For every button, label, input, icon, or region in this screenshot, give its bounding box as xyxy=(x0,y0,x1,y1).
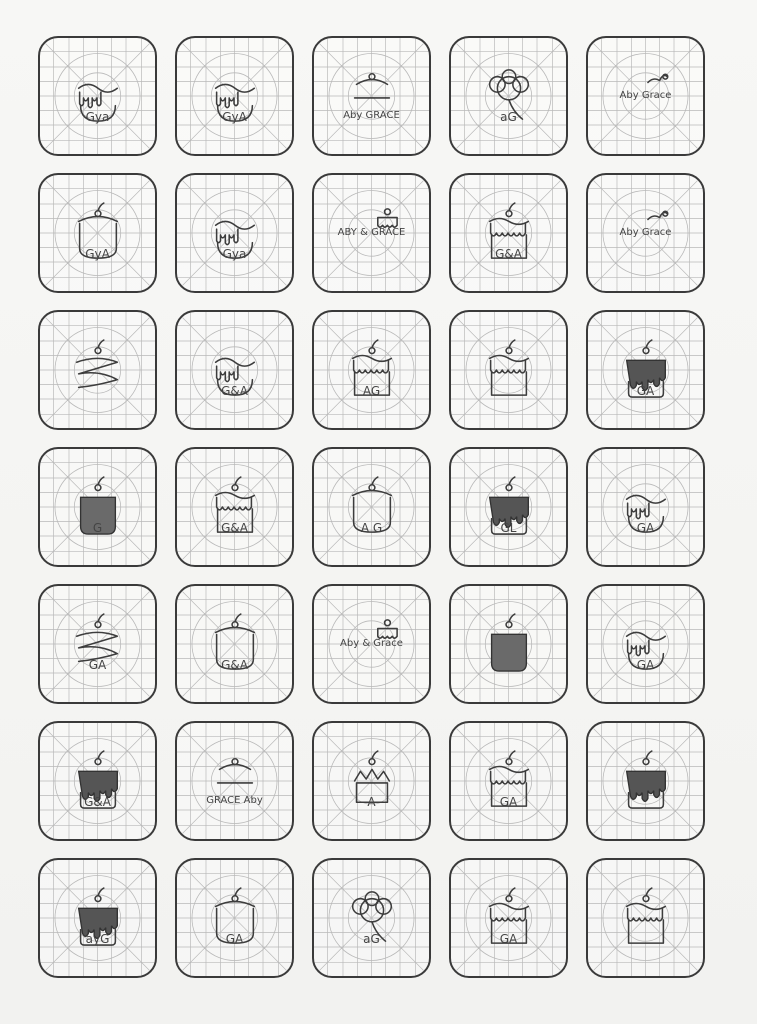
cake-sketch-icon xyxy=(588,175,703,291)
cake-sketch-icon xyxy=(177,449,292,565)
cake-sketch-icon xyxy=(314,449,429,565)
icon-tile xyxy=(175,310,294,430)
cake-sketch-icon xyxy=(451,175,566,291)
cake-sketch-icon xyxy=(588,38,703,154)
icon-tile xyxy=(312,310,431,430)
icon-tile xyxy=(586,36,705,156)
cake-sketch-icon xyxy=(314,38,429,154)
icon-tile xyxy=(312,36,431,156)
icon-tile xyxy=(449,858,568,978)
icon-tile xyxy=(38,36,157,156)
cake-sketch-icon xyxy=(40,312,155,428)
tile-lettering: G&A xyxy=(84,795,111,809)
tile-lettering: G xyxy=(92,521,103,535)
tile-lettering: ayG xyxy=(85,932,110,946)
cake-sketch-icon xyxy=(588,586,703,702)
cake-sketch-icon xyxy=(588,449,703,565)
tile-lettering: ABY & GRACE xyxy=(337,227,406,238)
cake-sketch-icon xyxy=(40,449,155,565)
icon-tile xyxy=(175,721,294,841)
icon-tile xyxy=(38,584,157,704)
tile-lettering: GRACE Aby xyxy=(206,795,263,806)
tile-lettering: A G xyxy=(360,521,383,535)
tile-lettering: Gya xyxy=(85,110,110,124)
cake-sketch-icon xyxy=(451,586,566,702)
tile-lettering: GyA xyxy=(85,247,110,261)
icon-tile xyxy=(312,173,431,293)
tile-lettering: G&A xyxy=(221,384,248,398)
tile-lettering: GA xyxy=(499,795,518,809)
icon-tile xyxy=(586,310,705,430)
tile-lettering: Aby & Grace xyxy=(340,638,403,649)
icon-sketch-grid xyxy=(38,36,705,978)
cake-sketch-icon xyxy=(451,312,566,428)
icon-tile xyxy=(175,36,294,156)
tile-lettering: GA xyxy=(636,521,655,535)
icon-tile xyxy=(38,447,157,567)
icon-tile xyxy=(38,721,157,841)
cake-sketch-icon xyxy=(314,175,429,291)
tile-lettering: GyA xyxy=(222,110,247,124)
tile-lettering: Gya xyxy=(222,247,247,261)
tile-lettering: G&A xyxy=(221,521,248,535)
tile-lettering: AG xyxy=(362,384,381,398)
tile-lettering: GA xyxy=(88,658,107,672)
cake-sketch-icon xyxy=(314,723,429,839)
icon-tile xyxy=(175,858,294,978)
tile-lettering: A xyxy=(367,795,376,809)
icon-tile xyxy=(175,584,294,704)
cake-sketch-icon xyxy=(451,860,566,976)
icon-tile xyxy=(175,173,294,293)
tile-lettering: Aby GRACE xyxy=(343,110,400,121)
cake-sketch-icon xyxy=(451,723,566,839)
icon-tile xyxy=(586,721,705,841)
cake-sketch-icon xyxy=(40,38,155,154)
cake-sketch-icon xyxy=(451,449,566,565)
icon-tile xyxy=(175,447,294,567)
cake-sketch-icon xyxy=(588,312,703,428)
icon-tile xyxy=(449,447,568,567)
tile-lettering: G&A xyxy=(221,658,248,672)
icon-tile xyxy=(449,36,568,156)
tile-lettering: GA xyxy=(499,932,518,946)
tile-lettering: GA xyxy=(225,932,244,946)
icon-tile xyxy=(449,721,568,841)
cake-sketch-icon xyxy=(588,860,703,976)
cake-sketch-icon xyxy=(177,38,292,154)
icon-tile xyxy=(312,721,431,841)
icon-tile xyxy=(586,858,705,978)
icon-tile xyxy=(449,310,568,430)
cake-sketch-icon xyxy=(588,723,703,839)
cake-sketch-icon xyxy=(177,860,292,976)
tile-lettering: aG xyxy=(500,110,517,124)
cake-sketch-icon xyxy=(451,38,566,154)
cake-sketch-icon xyxy=(177,175,292,291)
icon-tile xyxy=(38,173,157,293)
cake-sketch-icon xyxy=(177,586,292,702)
tile-lettering: Aby Grace xyxy=(619,90,672,101)
icon-tile xyxy=(586,447,705,567)
cake-sketch-icon xyxy=(40,175,155,291)
icon-tile xyxy=(38,858,157,978)
cake-sketch-icon xyxy=(314,586,429,702)
cake-sketch-icon xyxy=(40,586,155,702)
cake-sketch-icon xyxy=(177,723,292,839)
tile-lettering: G&A xyxy=(495,247,522,261)
cake-sketch-icon xyxy=(177,312,292,428)
icon-tile xyxy=(312,584,431,704)
tile-lettering: GA xyxy=(636,384,655,398)
icon-tile xyxy=(312,447,431,567)
cake-sketch-icon xyxy=(40,723,155,839)
tile-lettering: aG xyxy=(363,932,380,946)
icon-tile xyxy=(449,584,568,704)
tile-lettering: GL xyxy=(500,521,517,535)
cake-sketch-icon xyxy=(314,312,429,428)
tile-lettering: Aby Grace xyxy=(619,227,672,238)
icon-tile xyxy=(38,310,157,430)
icon-tile xyxy=(586,173,705,293)
cake-sketch-icon xyxy=(40,860,155,976)
icon-tile xyxy=(312,858,431,978)
cake-sketch-icon xyxy=(314,860,429,976)
icon-tile xyxy=(586,584,705,704)
tile-lettering: GA xyxy=(636,658,655,672)
icon-tile xyxy=(449,173,568,293)
